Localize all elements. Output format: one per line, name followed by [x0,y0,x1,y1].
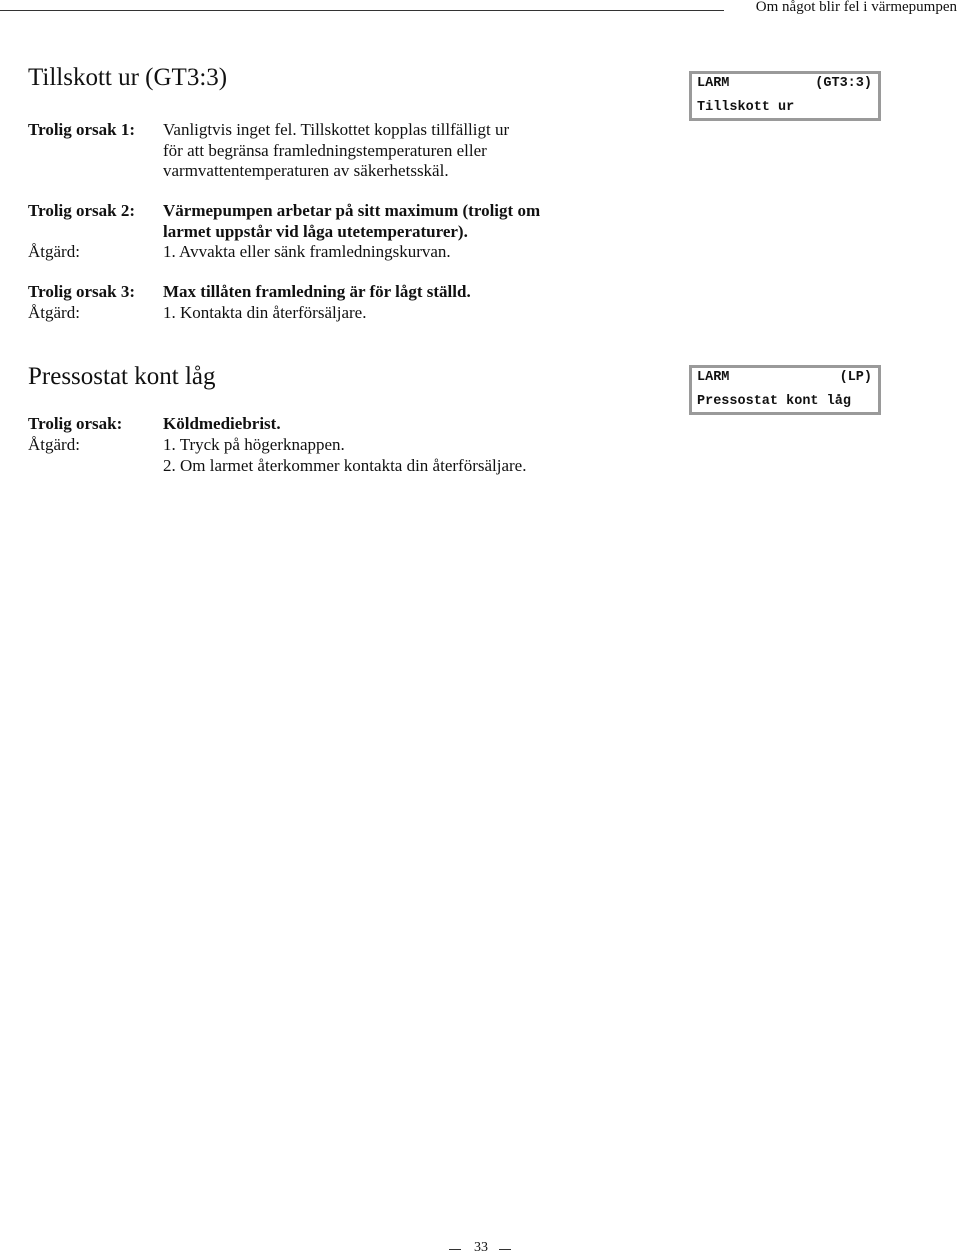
cause-1-line-3: varmvattentemperaturen av säkerhetsskäl. [163,161,449,180]
action-2-text: 1. Avvakta eller sänk framledningskurvan. [163,242,451,261]
footer-rule-left [449,1249,461,1250]
page-number: 33 [474,1240,488,1255]
cause-2-line-2: larmet uppstår vid låga utetemperaturer). [163,221,468,241]
cause-3-label: Trolig orsak 3: [28,282,136,301]
cause-lp-text: Köldmediebrist. [163,414,281,433]
cause-3-text: Max tillåten framledning är för lågt ställd. [163,282,471,301]
cause-1-line-1: Vanligtvis inget fel. Tillskottet kopplas tillfälligt ur [163,120,510,139]
cause-lp-label: Trolig orsak: [28,414,123,433]
action-3-text: 1. Kontakta din återförsäljare. [163,303,367,322]
display-alarm-text: Pressostat kont låg [697,394,851,409]
header-rule [0,10,724,11]
alarm-display-lp [689,365,881,415]
action-3-label: Åtgärd: [28,303,80,322]
section-title-pressostat: Pressostat kont låg [28,363,216,390]
action-lp-step-1: 1. Tryck på högerknappen. [163,435,345,454]
alarm-display-gt33 [689,71,881,121]
display-alarm-code: (LP) [839,370,872,385]
display-larm-label: LARM [697,370,730,385]
section-title-tillskott: Tillskott ur (GT3:3) [28,64,228,91]
display-alarm-text: Tillskott ur [697,100,795,115]
display-larm-label: LARM [697,76,730,91]
cause-2-line-1: Värmepumpen arbetar på sitt maximum (troligt om [163,201,541,220]
action-lp-step-2: 2. Om larmet återkommer kontakta din återförsäljare. [163,455,527,475]
running-head [0,0,960,20]
page-footer [0,1240,960,1260]
display-alarm-code: (GT3:3) [815,76,872,91]
cause-1-line-2: för att begränsa framledningstemperaturen eller [163,140,487,160]
footer-rule-right [499,1249,511,1250]
action-lp-label: Åtgärd: [28,435,80,454]
action-2-label: Åtgärd: [28,242,80,261]
cause-2-label: Trolig orsak 2: [28,201,136,220]
cause-1-label: Trolig orsak 1: [28,120,136,139]
running-head-text: Om något blir fel i värmepumpen [755,0,957,15]
